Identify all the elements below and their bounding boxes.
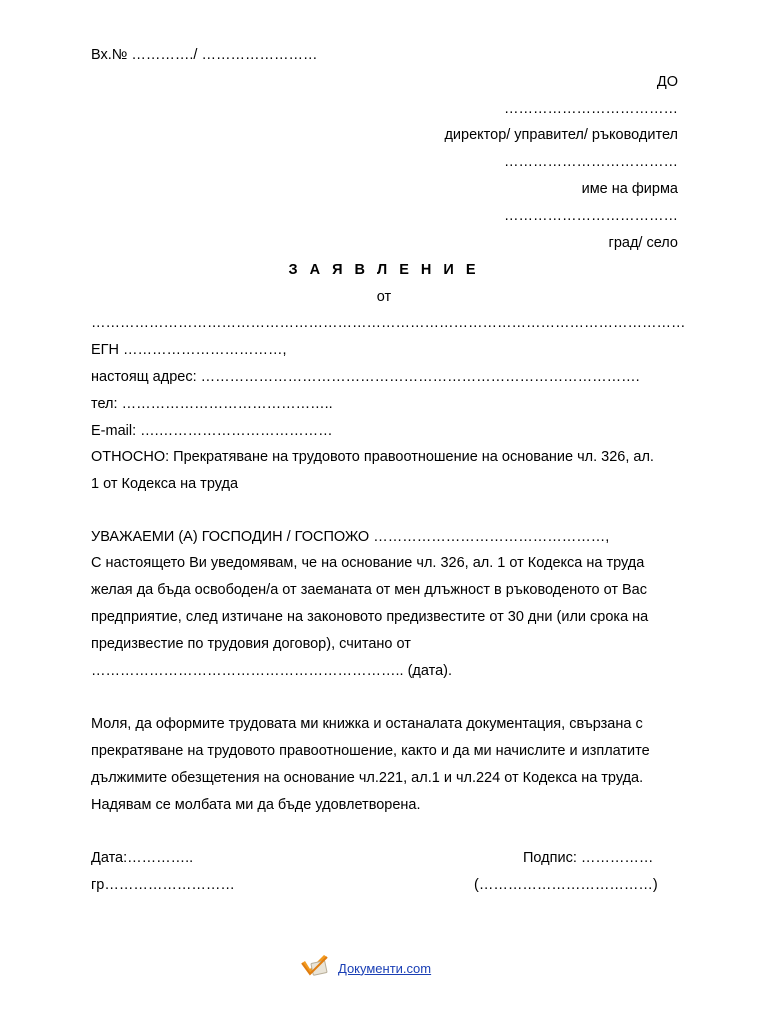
signature-city: гр……………………… bbox=[91, 877, 235, 893]
body1-line-4: предизвестие по трудовия договор), считано от bbox=[91, 636, 411, 652]
signature-date: Дата:………….. bbox=[91, 850, 194, 866]
applicant-phone: тел: …………………………………….. bbox=[91, 396, 333, 412]
salutation: УВАЖАЕМИ (А) ГОСПОДИН / ГОСПОЖО …………………………………………, bbox=[91, 529, 610, 545]
documenti-logo-icon bbox=[300, 954, 330, 982]
addressee-role: директор/ управител/ ръководител bbox=[444, 127, 678, 143]
signature-name: (………………………………) bbox=[474, 877, 658, 893]
applicant-email: E-mail: ….……………………………… bbox=[91, 423, 333, 439]
subject-line-1: ОТНОСНО: Прекратяване на трудовото правоотношение на основание чл. 326, ал. bbox=[91, 449, 654, 465]
addressee-dots-1: ……………………………… bbox=[504, 101, 678, 117]
addressee-dots-2: ……………………………… bbox=[504, 154, 678, 170]
body1-line-3: предприятие, след изтичане на законовото предизвестите от 30 дни (или срока на bbox=[91, 609, 649, 625]
document-title: З А Я В Л Е Н И Е bbox=[288, 262, 480, 278]
addressee-dots-3: ……………………………… bbox=[504, 208, 678, 224]
body2-line-3: дължимите обезщетения на основание чл.221, ал.1 и чл.224 от Кодекса на труда. bbox=[91, 770, 644, 786]
addressee-to: ДО bbox=[656, 74, 678, 90]
footer bbox=[300, 956, 431, 980]
body1-line-1: С настоящето Ви уведомявам, че на основание чл. 326, ал. 1 от Кодекса на труда bbox=[91, 555, 645, 571]
body2-line-4: Надявам се молбата ми да бъде удовлетворена. bbox=[91, 797, 421, 813]
applicant-address: настоящ адрес: ………………………………………………………………………………. bbox=[91, 369, 640, 385]
body2-line-1: Моля, да оформите трудовата ми книжка и останалата документация, свързана с bbox=[91, 716, 643, 732]
addressee-company: име на фирма bbox=[581, 181, 678, 197]
subject-line-2: 1 от Кодекса на труда bbox=[91, 476, 239, 492]
from-label: от bbox=[376, 289, 392, 305]
applicant-name-line: …………………………………………………………………………………………………………… bbox=[91, 315, 686, 331]
incoming-number: Вх.№ …………./ …………………… bbox=[91, 47, 318, 63]
applicant-egn: ЕГН ……………………………, bbox=[91, 342, 287, 358]
body1-line-2: желая да бъда освободен/а от заеманата от мен длъжност в ръководеното от Вас bbox=[91, 582, 647, 598]
addressee-city: град/ село bbox=[608, 235, 678, 251]
body1-line-5: ……………………………………………………….. (дата). bbox=[91, 663, 453, 679]
signature-sign: Подпис: …………… bbox=[523, 850, 654, 866]
body2-line-2: прекратяване на трудовото правоотношение, както и да ми начислите и изплатите bbox=[91, 743, 650, 759]
documenti-link[interactable]: Документи.com bbox=[338, 960, 432, 976]
